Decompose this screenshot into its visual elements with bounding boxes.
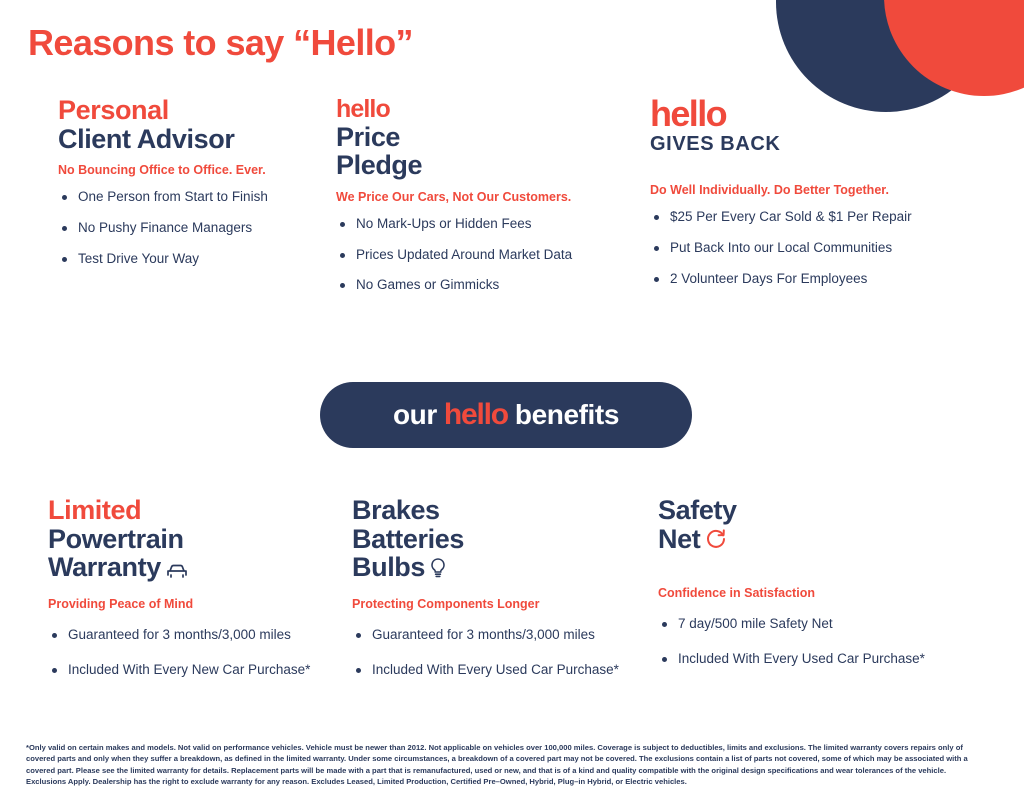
card-title-line-3: Pledge — [336, 150, 423, 181]
list-item: No Mark-Ups or Hidden Fees — [336, 216, 650, 233]
card-title-line-2: GIVES BACK — [650, 133, 781, 155]
card-title-line-3-text: Bulbs — [352, 552, 426, 583]
card-title-line-1: Safety — [658, 495, 737, 525]
card-subhead: We Price Our Cars, Not Our Customers. — [336, 189, 572, 204]
circular-arrow-icon — [704, 527, 728, 557]
card-title-line-2: Batteries — [352, 523, 464, 554]
card-title-line-3 — [48, 553, 330, 585]
list-item: Guaranteed for 3 months/3,000 miles — [352, 627, 658, 644]
card-brakes-batteries-bulbs — [330, 496, 658, 697]
card-title-line-1: Brakes — [352, 495, 440, 525]
card-title-line-1: Limited — [48, 495, 142, 525]
list-item: Included With Every Used Car Purchase* — [658, 651, 1024, 668]
card-bullet-list — [48, 627, 330, 679]
card-subhead: Do Well Individually. Do Better Together. — [650, 183, 889, 198]
card-title-line-3 — [352, 553, 658, 585]
list-item: $25 Per Every Car Sold & $1 Per Repair — [650, 209, 1024, 226]
red-circle-decoration — [884, 0, 1024, 96]
card-bullet-list — [650, 209, 1024, 288]
card-bullet-list — [58, 189, 320, 268]
car-front-icon — [165, 556, 189, 585]
card-subhead: Protecting Components Longer — [352, 596, 540, 611]
page-title: Reasons to say “Hello” — [28, 22, 413, 63]
list-item: Put Back Into our Local Communities — [650, 240, 1024, 257]
banner-word-our: our — [392, 399, 437, 430]
list-item: Test Drive Your Way — [58, 251, 320, 268]
card-title-hello: hello — [650, 93, 727, 134]
hello-benefits-banner — [320, 382, 692, 448]
card-title-hello: hello — [336, 95, 390, 123]
list-item: No Pushy Finance Managers — [58, 220, 320, 237]
card-bullet-list — [658, 616, 1024, 668]
list-item: 2 Volunteer Days For Employees — [650, 271, 1024, 288]
card-title — [48, 496, 330, 585]
disclaimer-line-4: Exclusions Apply. Dealership has the right to exclude warranty for any reason. Excludes Leased, Limited Production, Certified Pre–Owned, Hybrid, Plug–in Hybrid, or Electric vehicles. — [26, 777, 687, 787]
card-subhead: Confidence in Satisfaction — [658, 586, 815, 601]
list-item: One Person from Start to Finish — [58, 189, 320, 206]
list-item: No Games or Gimmicks — [336, 277, 650, 294]
card-hello-gives-back — [650, 93, 1024, 308]
card-limited-powertrain-warranty — [0, 496, 330, 697]
bottom-benefits-row — [0, 496, 1024, 697]
list-item: 7 day/500 mile Safety Net — [658, 616, 1024, 633]
card-title — [58, 96, 320, 153]
legal-disclaimer — [26, 742, 998, 788]
card-title — [650, 93, 1024, 155]
banner-word-hello: hello — [443, 398, 508, 431]
card-personal-client-advisor — [0, 96, 320, 308]
card-safety-net — [658, 496, 1024, 697]
card-title-line-2 — [658, 525, 1024, 557]
card-bullet-list — [352, 627, 658, 679]
card-title-line-2: Price — [336, 121, 401, 152]
banner-word-benefits: benefits — [514, 399, 620, 430]
disclaimer-line-1: *Only valid on certain makes and models. Not valid on performance vehicles. Vehicle must be newer than 2012. Not applicable on vehicles over 100,000 miles. Coverage is subject to deductibles, limits and exclusions. The limited warranty covers repairs only of — [26, 743, 963, 752]
list-item: Prices Updated Around Market Data — [336, 247, 650, 264]
disclaimer-line-3: covered part. Please see the limited warranty for details. Replacement parts will be made with a part that is remanufactured, used or new, and that is of a kind and quality compatible with the original design specifications and wear tolerances of the vehicle. — [26, 765, 947, 775]
card-title-line-3-text: Warranty — [48, 552, 161, 583]
card-hello-price-pledge — [320, 96, 650, 308]
card-title — [658, 496, 1024, 556]
list-item: Included With Every Used Car Purchase* — [352, 662, 658, 679]
card-subhead: Providing Peace of Mind — [48, 596, 194, 611]
card-title — [352, 496, 658, 585]
list-item: Included With Every New Car Purchase* — [48, 662, 330, 679]
card-subhead: No Bouncing Office to Office. Ever. — [58, 163, 266, 178]
card-title-line-2-text: Net — [658, 523, 701, 554]
list-item: Guaranteed for 3 months/3,000 miles — [48, 627, 330, 644]
card-title — [336, 96, 650, 180]
top-benefits-row — [0, 93, 1024, 308]
card-title-line-2: Client Advisor — [58, 123, 235, 154]
lightbulb-icon — [429, 556, 447, 585]
card-bullet-list — [336, 216, 650, 295]
card-title-line-1: Personal — [58, 95, 169, 125]
disclaimer-line-2: covered parts and only when they suffer a breakdown, as defined in the limited warranty. Under some circumstances, a breakdown of a covered part may not be covered. The exclusions contain a list of parts not covered, some of which may be associated with a — [26, 754, 968, 764]
card-title-line-2: Powertrain — [48, 523, 184, 554]
